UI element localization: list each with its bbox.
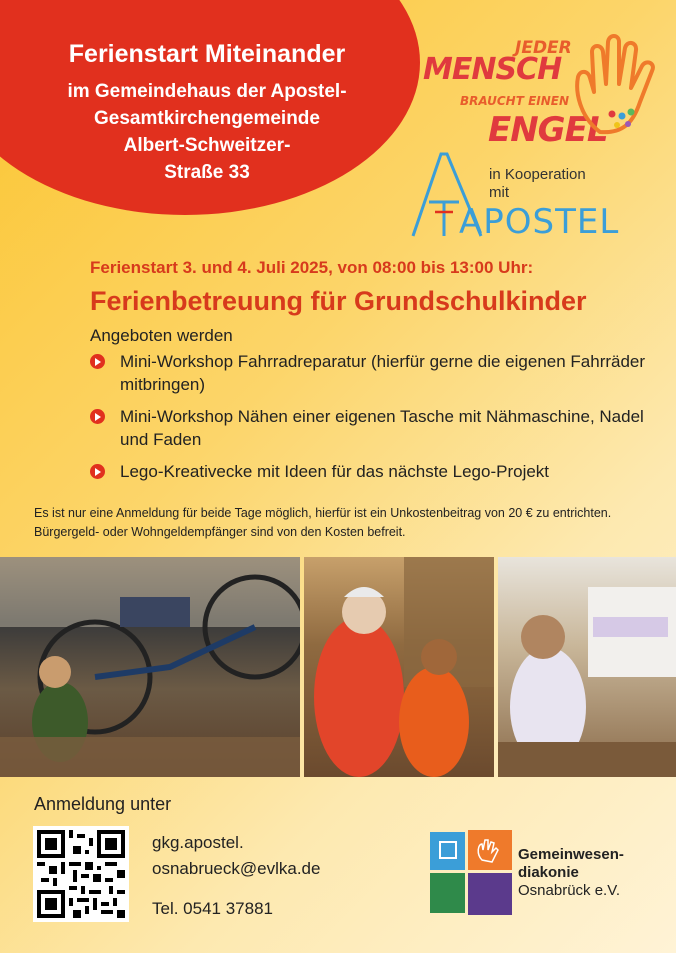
- offer-list: [90, 350, 650, 492]
- play-bullet-icon: [90, 409, 105, 424]
- registration-note: Es ist nur eine Anmeldung für beide Tage möglich, hierfür ist ein Unkostenbeitrag von 20 € zu entrichten. Bürgergeld- oder Wohngeldempfänger sind von den Kosten befreit.: [34, 506, 612, 539]
- bicycle-workshop-photo: [0, 557, 300, 777]
- event-title: Ferienbetreuung für Grundschulkinder: [90, 286, 587, 316]
- event-date: Ferienstart 3. und 4. Juli 2025, von 08:00 bis 13:00 Uhr:: [90, 258, 534, 277]
- list-item-text: Lego-Kreativecke mit Ideen für das nächste Lego-Projekt: [120, 462, 550, 481]
- gwd-location-line: Osnabrück e.V.: [518, 882, 621, 899]
- list-item-text: Mini-Workshop Fahrradreparatur (hierfür gerne die eigenen Fahrräder mitbringen): [120, 352, 646, 394]
- list-item: [90, 460, 650, 483]
- apostel-name: APOSTEL: [459, 202, 620, 242]
- header-line: Straße 33: [164, 162, 250, 183]
- gwd-name-line: Gemeinwesen-: [518, 846, 624, 863]
- engel-logo-mensch: MENSCH: [423, 52, 562, 87]
- gwd-name-line: diakonie: [518, 864, 579, 881]
- email-line[interactable]: osnabrueck@evlka.de: [152, 859, 321, 878]
- offered-label: Angeboten werden: [90, 326, 233, 345]
- header-line: Albert-Schweitzer-: [123, 135, 291, 156]
- header-title: Ferienstart Miteinander: [68, 40, 346, 68]
- list-item-text: Mini-Workshop Nähen einer eigenen Tasche mit Nähmaschine, Nadel und Faden: [120, 407, 644, 449]
- cooperation-text: [489, 166, 586, 202]
- qr-code[interactable]: [33, 826, 129, 922]
- sewing-machine-photo: [498, 557, 676, 777]
- contact-block: [152, 830, 320, 922]
- header-line: Gesamtkirchengemeinde: [94, 108, 320, 129]
- phone-number[interactable]: Tel. 0541 37881: [152, 899, 273, 918]
- engel-logo-engel: ENGEL: [488, 110, 608, 150]
- list-item: [90, 350, 650, 396]
- cooperation-line: mit: [489, 184, 509, 201]
- email-line[interactable]: gkg.apostel.: [152, 833, 244, 852]
- play-bullet-icon: [90, 464, 105, 479]
- engel-logo-braucht: BRAUCHT EINEN: [460, 94, 570, 108]
- sewing-workshop-photo: [304, 557, 494, 777]
- registration-label: Anmeldung unter: [34, 794, 172, 814]
- play-bullet-icon: [90, 354, 105, 369]
- cooperation-line: in Kooperation: [489, 166, 586, 183]
- engel-logo-jeder: JEDER: [515, 38, 572, 58]
- gemeinwesendiakonie-logo-icon: [430, 830, 515, 915]
- header-block: [12, 38, 402, 186]
- photo-strip: [0, 557, 676, 777]
- gemeinwesendiakonie-text: [518, 846, 624, 900]
- header-line: im Gemeindehaus der Apostel-: [67, 81, 347, 102]
- apostel-logo: [405, 150, 645, 240]
- hand-icon: [570, 32, 665, 142]
- engel-logo: [420, 30, 665, 155]
- list-item: [90, 405, 650, 451]
